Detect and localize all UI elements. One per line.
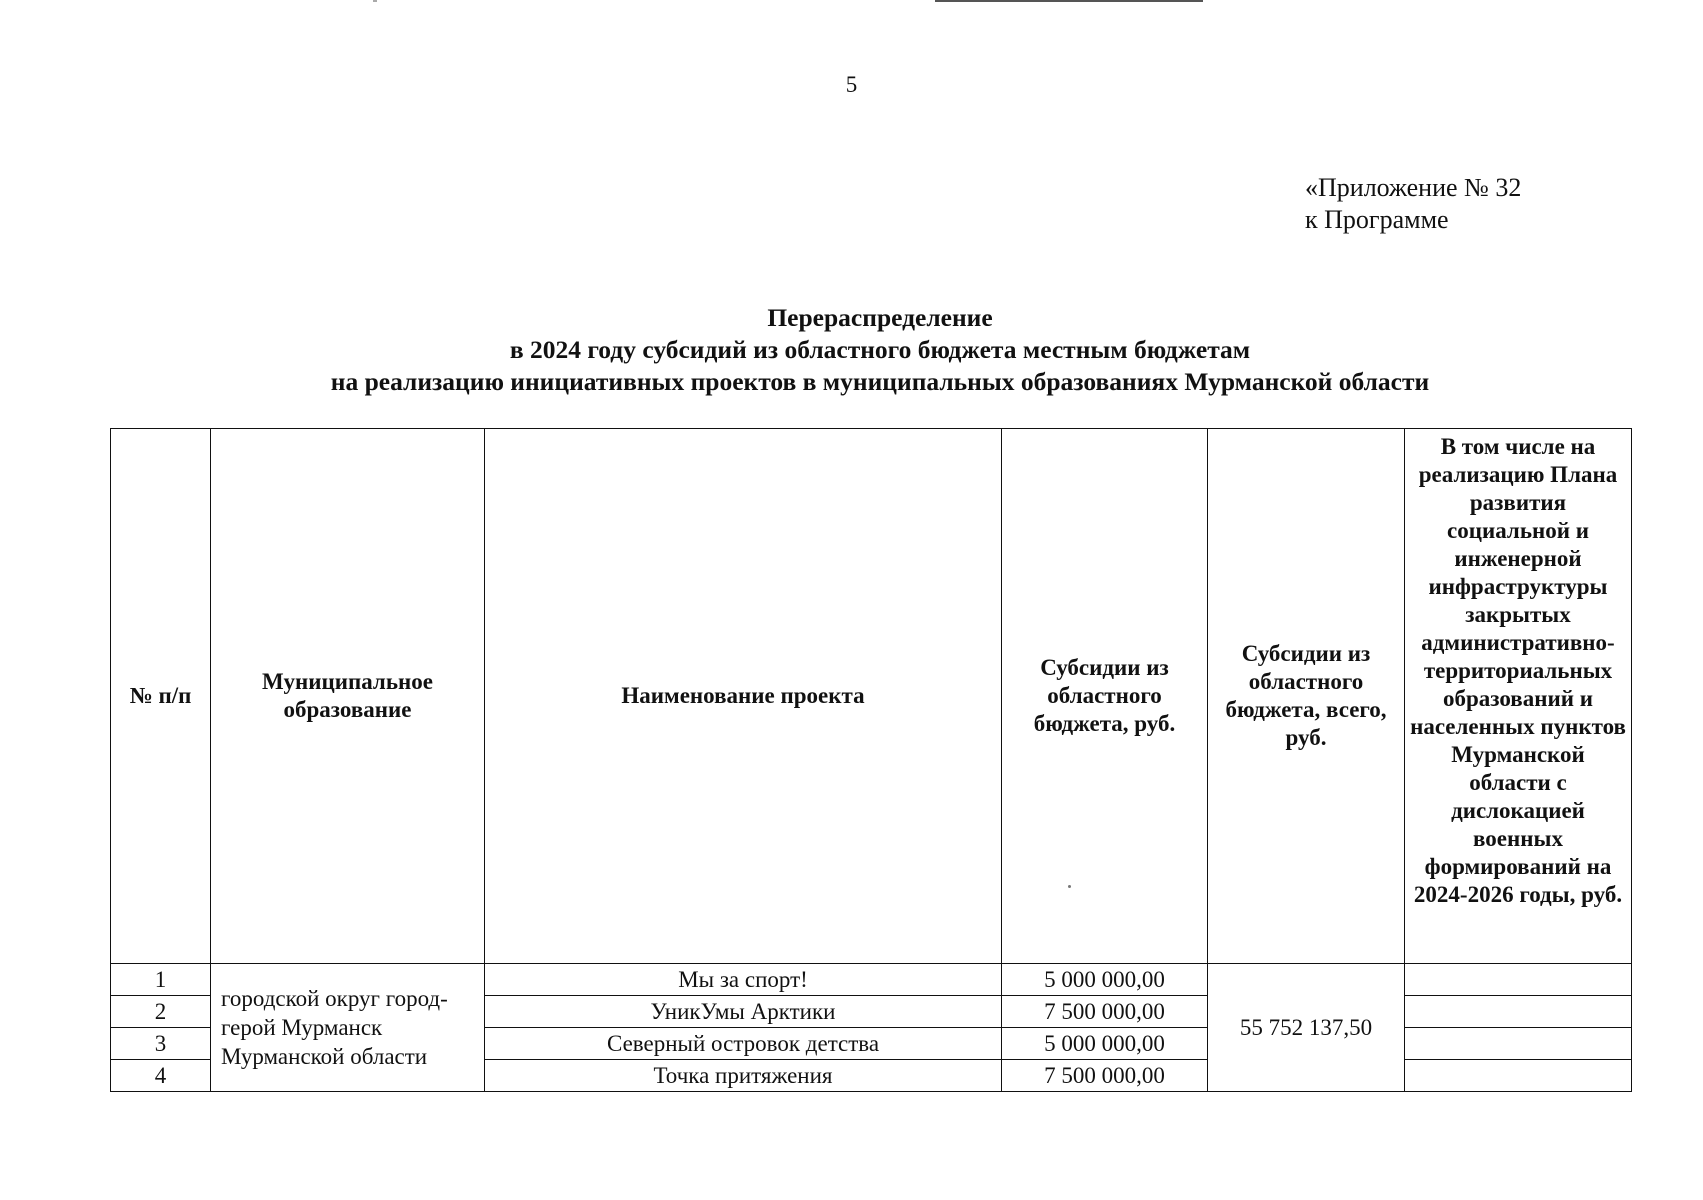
table-row <box>111 964 1632 996</box>
municipality-cell: городской округ город-герой Мурманск Мурманской области <box>211 964 485 1092</box>
military-plan-amount <box>1405 1060 1632 1092</box>
subsidy-amount: 7 500 000,00 <box>1002 996 1208 1028</box>
document-title <box>60 302 1700 398</box>
page-number: 5 <box>845 72 858 97</box>
scan-artifact-mark <box>373 0 377 2</box>
title-line-2: в 2024 году субсидий из областного бюджета местным бюджетам <box>509 335 1251 364</box>
row-number: 2 <box>111 996 211 1028</box>
subsidy-table <box>110 428 1632 1092</box>
header-military-plan: В том числе на реализацию Плана развития социальной и инженерной инфраструктуры закрытых административно-территориальных образований и населенных пунктов Мурманской области с дислокацией военных формирований на 2024-2026 годы, руб. <box>1405 429 1632 964</box>
appendix-line-1: «Приложение № 32 <box>1305 173 1522 202</box>
row-number: 4 <box>111 1060 211 1092</box>
subsidy-total-cell: 55 752 137,50 <box>1208 964 1405 1092</box>
appendix-reference <box>1305 172 1521 236</box>
scan-speck <box>1068 885 1071 888</box>
military-plan-amount <box>1405 996 1632 1028</box>
header-subsidy-total: Субсидии из областного бюджета, всего, руб. <box>1208 429 1405 964</box>
project-name: УникУмы Арктики <box>485 996 1002 1028</box>
header-municipality: Муниципальное образование <box>211 429 485 964</box>
header-number: № п/п <box>111 429 211 964</box>
military-plan-amount <box>1405 964 1632 996</box>
subsidy-amount: 5 000 000,00 <box>1002 1028 1208 1060</box>
appendix-line-2: к Программе <box>1305 205 1449 234</box>
subsidy-amount: 5 000 000,00 <box>1002 964 1208 996</box>
project-name: Точка притяжения <box>485 1060 1002 1092</box>
header-subsidy-amount: Субсидии из областного бюджета, руб. <box>1002 429 1208 964</box>
military-plan-amount <box>1405 1028 1632 1060</box>
project-name: Мы за спорт! <box>485 964 1002 996</box>
table-header-row <box>111 429 1632 964</box>
project-name: Северный островок детства <box>485 1028 1002 1060</box>
title-line-1: Перераспределение <box>767 303 993 332</box>
row-number: 3 <box>111 1028 211 1060</box>
subsidy-amount: 7 500 000,00 <box>1002 1060 1208 1092</box>
header-project-name: Наименование проекта <box>485 429 1002 964</box>
title-line-3: на реализацию инициативных проектов в муниципальных образованиях Мурманской области <box>330 367 1430 396</box>
scan-artifact-line <box>935 0 1203 2</box>
row-number: 1 <box>111 964 211 996</box>
